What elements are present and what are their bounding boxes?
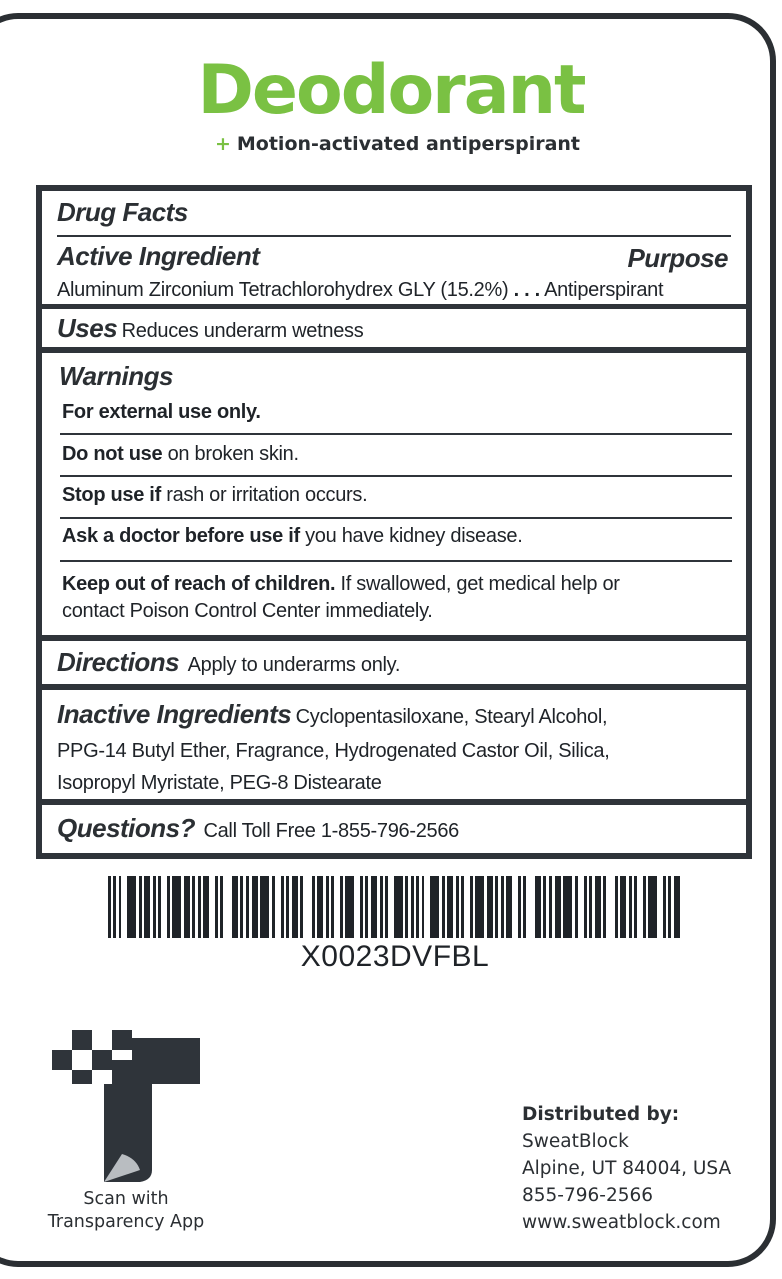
questions-section bbox=[42, 805, 746, 853]
warnings-section bbox=[42, 353, 746, 635]
scan-line-1: Scan with bbox=[83, 1189, 169, 1209]
distributor-label: Distributed by: bbox=[522, 1104, 680, 1125]
stop-use-text: rash or irritation occurs. bbox=[166, 484, 368, 506]
inactive-line-1: Cyclopentasiloxane, Stearyl Alcohol, bbox=[295, 706, 608, 728]
questions-heading: Questions? bbox=[57, 813, 196, 843]
ask-doctor-text: you have kidney disease. bbox=[305, 525, 523, 547]
inactive-heading: Inactive Ingredients bbox=[57, 699, 292, 729]
scan-line-2: Transparency App bbox=[47, 1212, 205, 1232]
inactive-first-line bbox=[57, 698, 609, 735]
keep-out-label: Keep out of reach of children. bbox=[62, 573, 336, 595]
questions-row bbox=[57, 813, 459, 844]
distributor-block bbox=[522, 1101, 731, 1236]
do-not-use-label: Do not use bbox=[62, 443, 163, 465]
subtitle-text: Motion-activated antiperspirant bbox=[236, 133, 581, 155]
warning-external: For external use only. bbox=[62, 401, 261, 423]
do-not-use-text: on broken skin. bbox=[167, 443, 299, 465]
barcode bbox=[108, 876, 682, 938]
directions-row bbox=[57, 647, 400, 678]
inactive-line-3: Isopropyl Myristate, PEG-8 Distearate bbox=[57, 772, 382, 794]
directions-heading: Directions bbox=[57, 647, 180, 677]
directions-text: Apply to underarms only. bbox=[187, 654, 401, 676]
plus-icon: + bbox=[214, 133, 231, 155]
directions-section bbox=[42, 641, 746, 684]
purpose: Antiperspirant bbox=[544, 279, 664, 301]
leader-dots: . . . bbox=[513, 279, 540, 301]
drug-facts-heading: Drug Facts bbox=[57, 197, 188, 227]
uses-row bbox=[57, 313, 363, 344]
questions-text: Call Toll Free 1-855-796-2566 bbox=[203, 820, 459, 842]
drug-facts-section bbox=[42, 191, 746, 304]
product-title: Deodorant bbox=[197, 51, 585, 130]
keep-out-block bbox=[62, 571, 620, 625]
product-subtitle bbox=[0, 130, 782, 158]
uses-text: Reduces underarm wetness bbox=[121, 320, 364, 342]
divider bbox=[60, 560, 732, 562]
active-ingredient-row bbox=[57, 279, 663, 302]
scan-caption bbox=[26, 1188, 226, 1234]
divider bbox=[60, 517, 732, 519]
inactive-block bbox=[57, 698, 609, 799]
ask-doctor-row bbox=[62, 525, 522, 548]
warnings-heading: Warnings bbox=[59, 361, 173, 391]
barcode-number: X0023DVFBL bbox=[300, 940, 490, 973]
drug-facts-panel bbox=[36, 185, 752, 859]
stop-use-row bbox=[62, 484, 367, 507]
divider bbox=[57, 235, 731, 237]
distributor-address: Alpine, UT 84004, USA bbox=[522, 1158, 732, 1179]
keep-out-text-1: If swallowed, get medical help or bbox=[340, 573, 620, 595]
divider bbox=[60, 433, 732, 435]
keep-out-line-1 bbox=[62, 571, 620, 598]
stop-use-label: Stop use if bbox=[62, 484, 161, 506]
do-not-use-row bbox=[62, 443, 299, 466]
inactive-line-2: PPG-14 Butyl Ether, Fragrance, Hydrogenated Castor Oil, Silica, bbox=[57, 740, 610, 762]
transparency-logo-icon bbox=[52, 1030, 202, 1190]
distributor-phone: 855-796-2566 bbox=[522, 1185, 654, 1206]
purpose-heading: Purpose bbox=[627, 243, 728, 273]
uses-heading: Uses bbox=[57, 313, 118, 343]
distributor-website: www.sweatblock.com bbox=[522, 1212, 721, 1233]
keep-out-text-2: contact Poison Control Center immediately. bbox=[62, 600, 433, 622]
distributor-name: SweatBlock bbox=[522, 1131, 629, 1152]
divider bbox=[60, 475, 732, 477]
active-ingredient-heading: Active Ingredient bbox=[57, 241, 260, 271]
active-ingredient: Aluminum Zirconium Tetrachlorohydrex GLY (15.2%) bbox=[57, 279, 509, 301]
ask-doctor-label: Ask a doctor before use if bbox=[62, 525, 300, 547]
inactive-section bbox=[42, 690, 746, 799]
uses-section bbox=[42, 309, 746, 347]
